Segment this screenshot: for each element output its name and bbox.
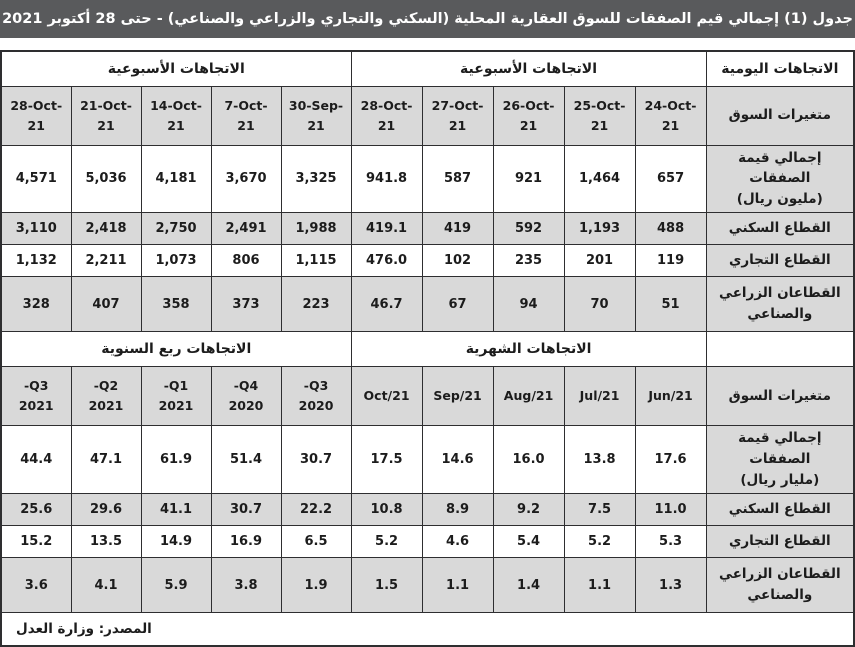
data-cell: 1,988 [281,213,351,245]
data-cell: 407 [71,277,141,332]
data-cell: 8.9 [422,494,493,526]
data-cell: 235 [493,245,564,277]
table-row [1,494,854,526]
table-row [1,526,854,558]
row-label: القطاع التجاري [706,526,854,558]
data-cell: 10.8 [351,494,422,526]
source-note: المصدر: وزارة العدل [1,613,854,646]
data-cell: 25.6 [1,494,71,526]
data-cell: 1,132 [1,245,71,277]
data-cell: 488 [635,213,706,245]
data-cell: 5.9 [141,558,211,613]
column-header-cell: 30-Sep- 21 [281,86,351,145]
table-row [1,558,854,613]
column-header-cell: 14-Oct- 21 [141,86,211,145]
data-cell: 22.2 [281,494,351,526]
data-cell: 2,418 [71,213,141,245]
row-label: القطاعان الزراعي والصناعي [706,558,854,613]
table-title-bar [0,0,855,38]
data-cell: 5,036 [71,145,141,213]
data-cell: 11.0 [635,494,706,526]
data-cell: 17.5 [351,426,422,494]
data-cell: 3,325 [281,145,351,213]
data-cell: 1,115 [281,245,351,277]
column-header-cell: Aug/21 [493,367,564,426]
data-cell: 587 [422,145,493,213]
table-title: جدول (1) إجمالي قيم الصفقات للسوق العقارية المحلية (السكني والتجاري والزراعي والصناعي) - حتى 28 أكتوبر 2021 [2,11,853,27]
row-label: القطاع التجاري [706,245,854,277]
data-cell: 941.8 [351,145,422,213]
data-cell: 328 [1,277,71,332]
data-cell: 29.6 [71,494,141,526]
column-header-cell: -Q3 2021 [1,367,71,426]
data-cell: 201 [564,245,635,277]
data-cell: 30.7 [281,426,351,494]
data-cell: 3.8 [211,558,281,613]
data-cell: 13.8 [564,426,635,494]
row-label: القطاعان الزراعي والصناعي [706,277,854,332]
data-cell: 5.2 [351,526,422,558]
data-cell: 67 [422,277,493,332]
data-cell: 46.7 [351,277,422,332]
data-cell: 373 [211,277,281,332]
column-header-cell: 27-Oct- 21 [422,86,493,145]
data-cell: 1.4 [493,558,564,613]
column-header-cell: -Q2 2021 [71,367,141,426]
data-cell: 119 [635,245,706,277]
data-cell: 14.9 [141,526,211,558]
data-cell: 5.3 [635,526,706,558]
data-cell: 13.5 [71,526,141,558]
data-cell: 5.2 [564,526,635,558]
column-header-cell: Jun/21 [635,367,706,426]
data-cell: 1.1 [564,558,635,613]
row-label: إجمالي قيمة الصفقات (مليون ريال) [706,145,854,213]
group-header-1-1: الاتجاهات الأسبوعية [1,51,351,86]
table-body [1,51,854,613]
group-header-2-1: الاتجاهات ربع السنوية [1,332,351,367]
data-cell: 9.2 [493,494,564,526]
data-cell: 17.6 [635,426,706,494]
data-cell: 3.6 [1,558,71,613]
data-cell: 3,670 [211,145,281,213]
data-cell: 921 [493,145,564,213]
table-row [1,426,854,494]
data-cell: 51 [635,277,706,332]
data-cell: 61.9 [141,426,211,494]
data-cell: 2,491 [211,213,281,245]
data-cell: 1.5 [351,558,422,613]
data-cell: 41.1 [141,494,211,526]
data-cell: 1,464 [564,145,635,213]
data-cell: 1,193 [564,213,635,245]
data-cell: 47.1 [71,426,141,494]
data-cell: 223 [281,277,351,332]
data-cell: 1.3 [635,558,706,613]
column-header-cell: 28-Oct- 21 [1,86,71,145]
group-header-2-2: الاتجاهات الشهرية [351,332,706,367]
source-row [1,613,854,646]
data-cell: 4.6 [422,526,493,558]
data-cell: 51.4 [211,426,281,494]
row-label: إجمالي قيمة الصفقات (مليار ريال) [706,426,854,494]
data-cell: 30.7 [211,494,281,526]
data-cell: 4.1 [71,558,141,613]
column-header-cell: -Q1 2021 [141,367,211,426]
column-header-cell: Jul/21 [564,367,635,426]
row-label: القطاع السكني [706,494,854,526]
column-header-cell: Oct/21 [351,367,422,426]
data-cell: 16.9 [211,526,281,558]
column-header-cell: 28-Oct- 21 [351,86,422,145]
data-cell: 419 [422,213,493,245]
market-variables-header: متغيرات السوق [706,367,854,426]
column-header-cell: 21-Oct- 21 [71,86,141,145]
column-header-cell: 24-Oct- 21 [635,86,706,145]
group-header-1-3: الاتجاهات اليومية [706,51,854,86]
table-row [1,277,854,332]
row-label: القطاع السكني [706,213,854,245]
data-cell: 5.4 [493,526,564,558]
data-cell: 476.0 [351,245,422,277]
table-row [1,145,854,213]
data-cell: 1,073 [141,245,211,277]
group-header-empty [706,332,854,367]
data-cell: 70 [564,277,635,332]
column-header-cell: -Q3 2020 [281,367,351,426]
market-table [0,50,855,647]
data-cell: 102 [422,245,493,277]
column-header-cell: 7-Oct- 21 [211,86,281,145]
data-cell: 657 [635,145,706,213]
data-cell: 592 [493,213,564,245]
data-cell: 4,181 [141,145,211,213]
market-variables-header: متغيرات السوق [706,86,854,145]
column-header-cell: Sep/21 [422,367,493,426]
data-cell: 94 [493,277,564,332]
column-header-cell: -Q4 2020 [211,367,281,426]
data-cell: 44.4 [1,426,71,494]
data-cell: 419.1 [351,213,422,245]
table-row [1,245,854,277]
data-cell: 1.9 [281,558,351,613]
data-cell: 3,110 [1,213,71,245]
data-cell: 4,571 [1,145,71,213]
data-cell: 16.0 [493,426,564,494]
data-cell: 1.1 [422,558,493,613]
data-cell: 2,750 [141,213,211,245]
data-cell: 2,211 [71,245,141,277]
data-cell: 14.6 [422,426,493,494]
data-cell: 6.5 [281,526,351,558]
group-header-1-2: الاتجاهات الأسبوعية [351,51,706,86]
table-row [1,213,854,245]
data-cell: 7.5 [564,494,635,526]
data-cell: 15.2 [1,526,71,558]
column-header-cell: 26-Oct- 21 [493,86,564,145]
data-cell: 358 [141,277,211,332]
data-cell: 806 [211,245,281,277]
column-header-cell: 25-Oct- 21 [564,86,635,145]
